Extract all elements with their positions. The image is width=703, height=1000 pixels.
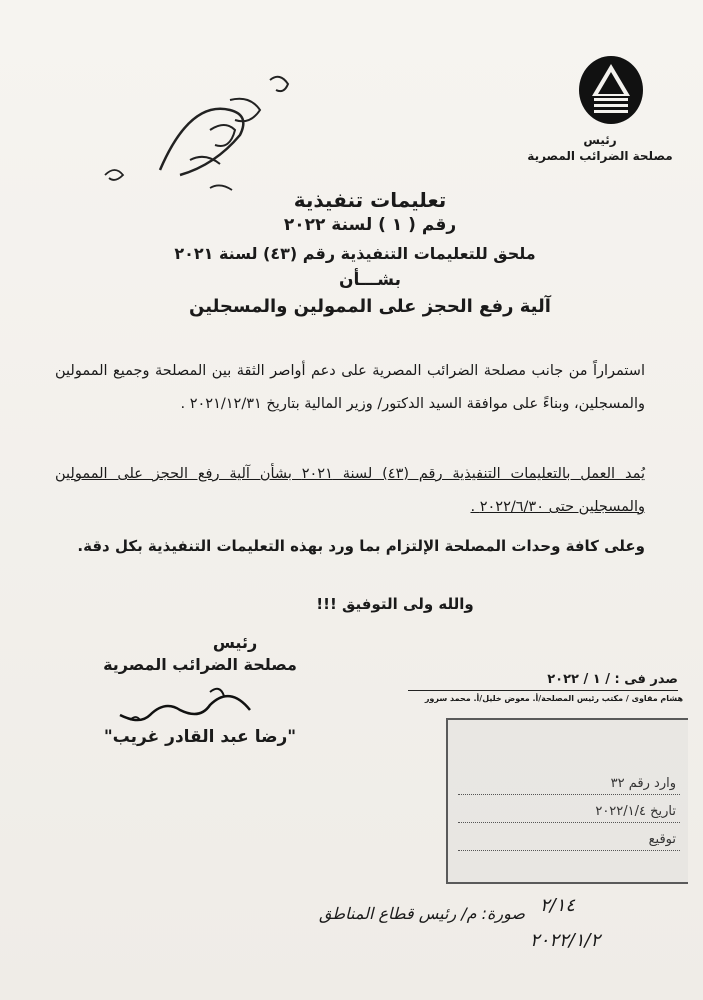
document-number: رقم ( ١ ) لسنة ٢٠٢٢ [283,215,457,235]
org-header-line2: مصلحة الضرائب المصرية [527,149,673,163]
stamp-rule [458,822,680,823]
org-header-line1: رئيس [583,133,617,147]
signatory-role: رئيس [212,633,258,652]
org-header [520,132,680,164]
closing-line: والله ولى التوفيق !!! [316,595,474,613]
subject-line: آلية رفع الحجز على الممولين والمسجلين [189,296,551,317]
paragraph-intro: استمراراً من جانب مصلحة الضرائب المصرية على دعم أواصر الثقة بين المصلحة وجميع الممولين والمسجلين، وبناءً على موافقة السيد الدكتور/ وزير المالية بتاريخ ٢٠٢١/١٢/٣١ . [55,363,645,412]
issued-date: صدر فى : / ١ / ٢٠٢٢ [547,672,678,687]
handwritten-annotation [100,60,310,200]
handwritten-date-b: ٢٠٢٢/١/٢ [530,930,601,951]
incoming-stamp [446,718,688,884]
document-title: تعليمات تنفيذية [293,188,447,212]
signature-mark [110,680,260,730]
signatory-name: "رضا عبد القادر غريب" [103,727,297,747]
paragraph-compliance: وعلى كافة وحدات المصلحة الإلتزام بما ورد بهذه التعليمات التنفيذية بكل دقة. [77,537,645,555]
handwritten-date-a: ٢/١٤ [540,895,576,916]
stamp-signature: توقيع [648,832,676,847]
stamp-date: تاريخ ٢٠٢٢/١/٤ [595,804,676,819]
issued-divider [408,690,678,691]
stamp-incoming-number: وارد رقم ٣٢ [610,776,676,791]
handwritten-copy-note: صورة: م/ رئيس قطاع المناطق [319,904,525,923]
annex-line: ملحق للتعليمات التنفيذية رقم (٤٣) لسنة ٢٠٢١ [174,244,536,263]
signatory-org: مصلحة الضرائب المصرية [103,655,297,674]
stamp-rule [458,794,680,795]
authority-logo [558,50,664,130]
stamp-rule [458,850,680,851]
distribution-note: هشام مقاوى / مكتب رئيس المصلحة/أ. معوض خليل/أ. محمد سرور [424,694,683,703]
about-label: بشـــأن [338,270,401,290]
paragraph-extension: يُمد العمل بالتعليمات التنفيذية رقم (٤٣) لسنة ٢٠٢١ بشأن آلية رفع الحجز على الممولين والمسجلين حتى ٢٠٢٢/٦/٣٠ . [55,466,645,515]
